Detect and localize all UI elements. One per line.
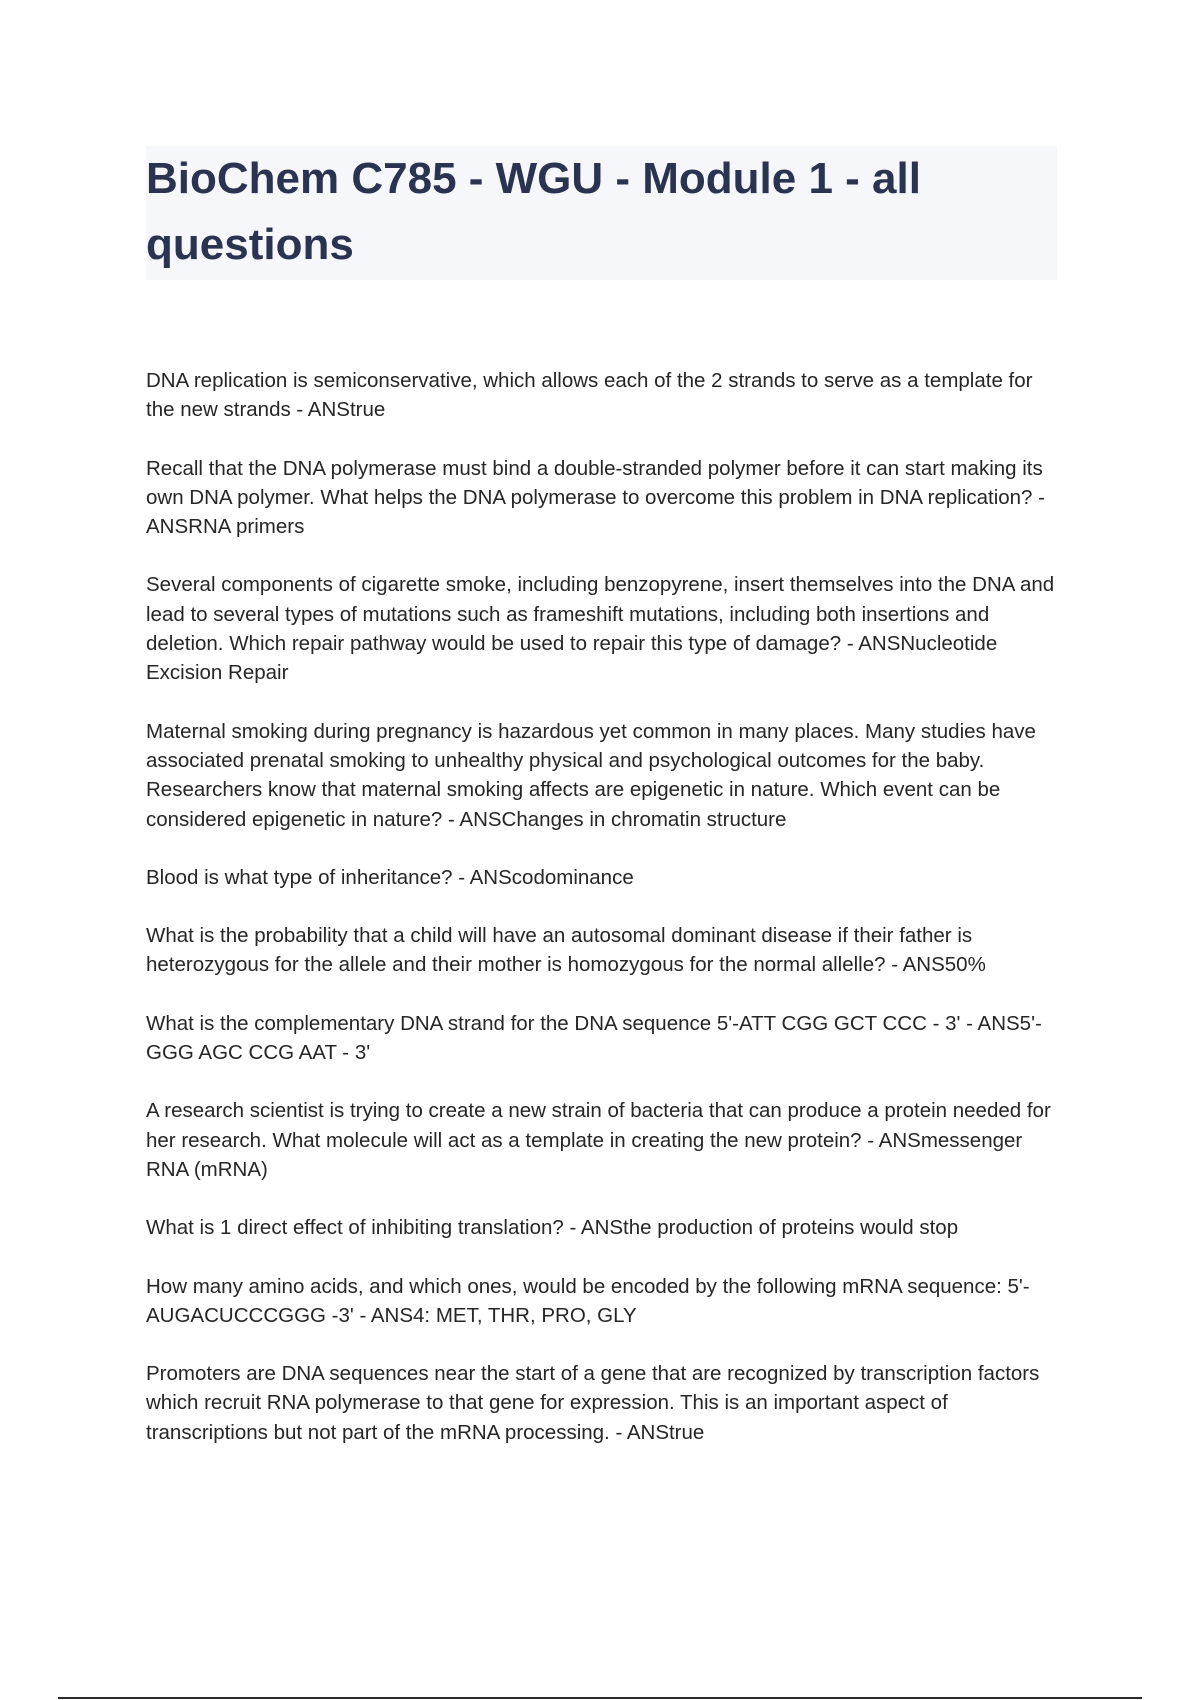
page-bottom-divider	[58, 1697, 1142, 1699]
question-answer-item: Maternal smoking during pregnancy is hazardous yet common in many places. Many studies have associated prenatal smoking to unhealthy physical and psychological outcomes for the baby. Researchers know that maternal smoking affects are epigenetic in nature. Which event can be considered epigenetic in nature? - ANSChanges in chromatin structure	[146, 719, 1036, 831]
question-answer-item: Promoters are DNA sequences near the start of a gene that are recognized by transcription factors which recruit RNA polymerase to that gene for expression. This is an important aspect of transcriptions but not part of the mRNA processing. - ANStrue	[146, 1362, 1040, 1444]
question-answer-item: What is 1 direct effect of inhibiting translation? - ANSthe production of proteins would stop	[146, 1216, 959, 1240]
question-answer-item: What is the probability that a child will have an autosomal dominant disease if their father is heterozygous for the allele and their mother is homozygous for the normal allelle? - ANS50%	[146, 924, 986, 977]
question-answer-item: Several components of cigarette smoke, including benzopyrene, insert themselves into the DNA and lead to several types of mutations such as frameshift mutations, including both insertions and deletion. Which repair pathway would be used to repair this type of damage? - ANSNucleotide Excision Repair	[146, 573, 1055, 685]
question-answer-item: A research scientist is trying to create a new strain of bacteria that can produce a protein needed for her research. What molecule will act as a template in creating the new protein? - ANSmessenger RNA (mRNA)	[146, 1099, 1051, 1181]
question-answer-item: DNA replication is semiconservative, which allows each of the 2 strands to serve as a template for the new strands - ANStrue	[146, 369, 1033, 422]
question-answer-item: How many amino acids, and which ones, would be encoded by the following mRNA sequence: 5'- AUGACUCCCGGG -3' - ANS4: MET, THR, PRO, GLY	[146, 1274, 1030, 1327]
question-answer-item: Blood is what type of inheritance? - ANScodominance	[146, 865, 634, 889]
question-list	[146, 366, 1066, 1476]
question-answer-item: What is the complementary DNA strand for the DNA sequence 5'-ATT CGG GCT CCC - 3' - ANS5'- GGG AGC CCG AAT - 3'	[146, 1011, 1042, 1065]
question-answer-item: Recall that the DNA polymerase must bind a double-stranded polymer before it can start making its own DNA polymer. What helps the DNA polymerase to overcome this problem in DNA replication? - ANSRNA primers	[146, 456, 1045, 539]
page-title: BioChem C785 - WGU - Module 1 - all questions	[146, 154, 921, 269]
title-box	[146, 146, 1057, 280]
